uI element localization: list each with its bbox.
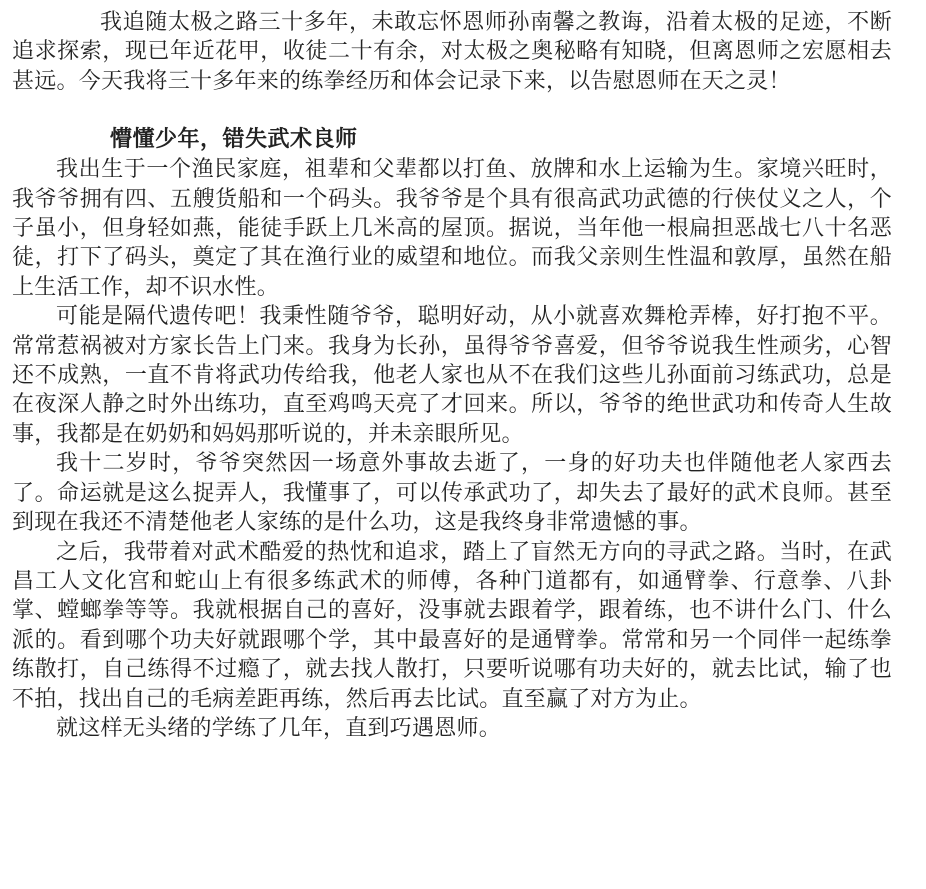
body-paragraph-1: 我出生于一个渔民家庭，祖辈和父辈都以打鱼、放牌和水上运输为生。家境兴旺时，我爷爷拥有四、五艘货船和一个码头。我爷爷是个具有很高武功武德的行侠仗义之人，个子虽小，但身轻如燕，能徒手跃上几米高的屋顶。据说，当年他一根扁担恶战七八十名恶徒，打下了码头，奠定了其在渔行业的威望和地位。而我父亲则生性温和敦厚，虽然在船上生活工作，却不识水性。 bbox=[12, 157, 892, 300]
body-paragraph-4: 之后，我带着对武术酷爱的热忱和追求，踏上了盲然无方向的寻武之路。当时，在武昌工人文化宫和蛇山上有很多练武术的师傅，各种门道都有，如通臂拳、行意拳、八卦掌、螳螂拳等等。我就根据自己的喜好，没事就去跟着学，跟着练，也不讲什么门、什么派的。看到哪个功夫好就跟哪个学，其中最喜好的是通臂拳。常常和另一个同伴一起练拳练散打，自己练得不过瘾了，就去找人散打，只要听说哪有功夫好的，就去比试，输了也不拍，找出自己的毛病差距再练，然后再去比试。直至赢了对方为止。 bbox=[12, 539, 892, 712]
section-title: 懵懂少年，错失武术良师 bbox=[110, 127, 358, 153]
body-paragraph-5: 就这样无头绪的学练了几年，直到巧遇恩师。 bbox=[56, 715, 502, 741]
intro-paragraph: 我追随太极之路三十多年，未敢忘怀恩师孙南馨之教诲，沿着太极的足迹，不断追求探索，现已年近花甲，收徒二十有余，对太极之奥秘略有知晓，但离恩师之宏愿相去甚远。今天我将三十多年来的练拳经历和体会记录下来，以告慰恩师在天之灵！ bbox=[12, 10, 892, 94]
blank-line bbox=[12, 96, 892, 125]
document-page bbox=[12, 8, 892, 743]
body-paragraph-2: 可能是隔代遗传吧！我秉性随爷爷，聪明好动，从小就喜欢舞枪弄棒，好打抱不平。常常惹祸被对方家长告上门来。我身为长孙，虽得爷爷喜爱，但爷爷说我生性顽劣，心智还不成熟，一直不肯将武功传给我，他老人家也从不在我们这些儿孙面前习练武功，总是在夜深人静之时外出练功，直至鸡鸣天亮了才回来。所以，爷爷的绝世武功和传奇人生故事，我都是在奶奶和妈妈那听说的，并未亲眼所见。 bbox=[12, 304, 892, 447]
body-paragraph-3: 我十二岁时，爷爷突然因一场意外事故去逝了，一身的好功夫也伴随他老人家西去了。命运就是这么捉弄人，我懂事了，可以传承武功了，却失去了最好的武术良师。甚至到现在我还不清楚他老人家练的是什么功，这是我终身非常遗憾的事。 bbox=[12, 451, 892, 536]
